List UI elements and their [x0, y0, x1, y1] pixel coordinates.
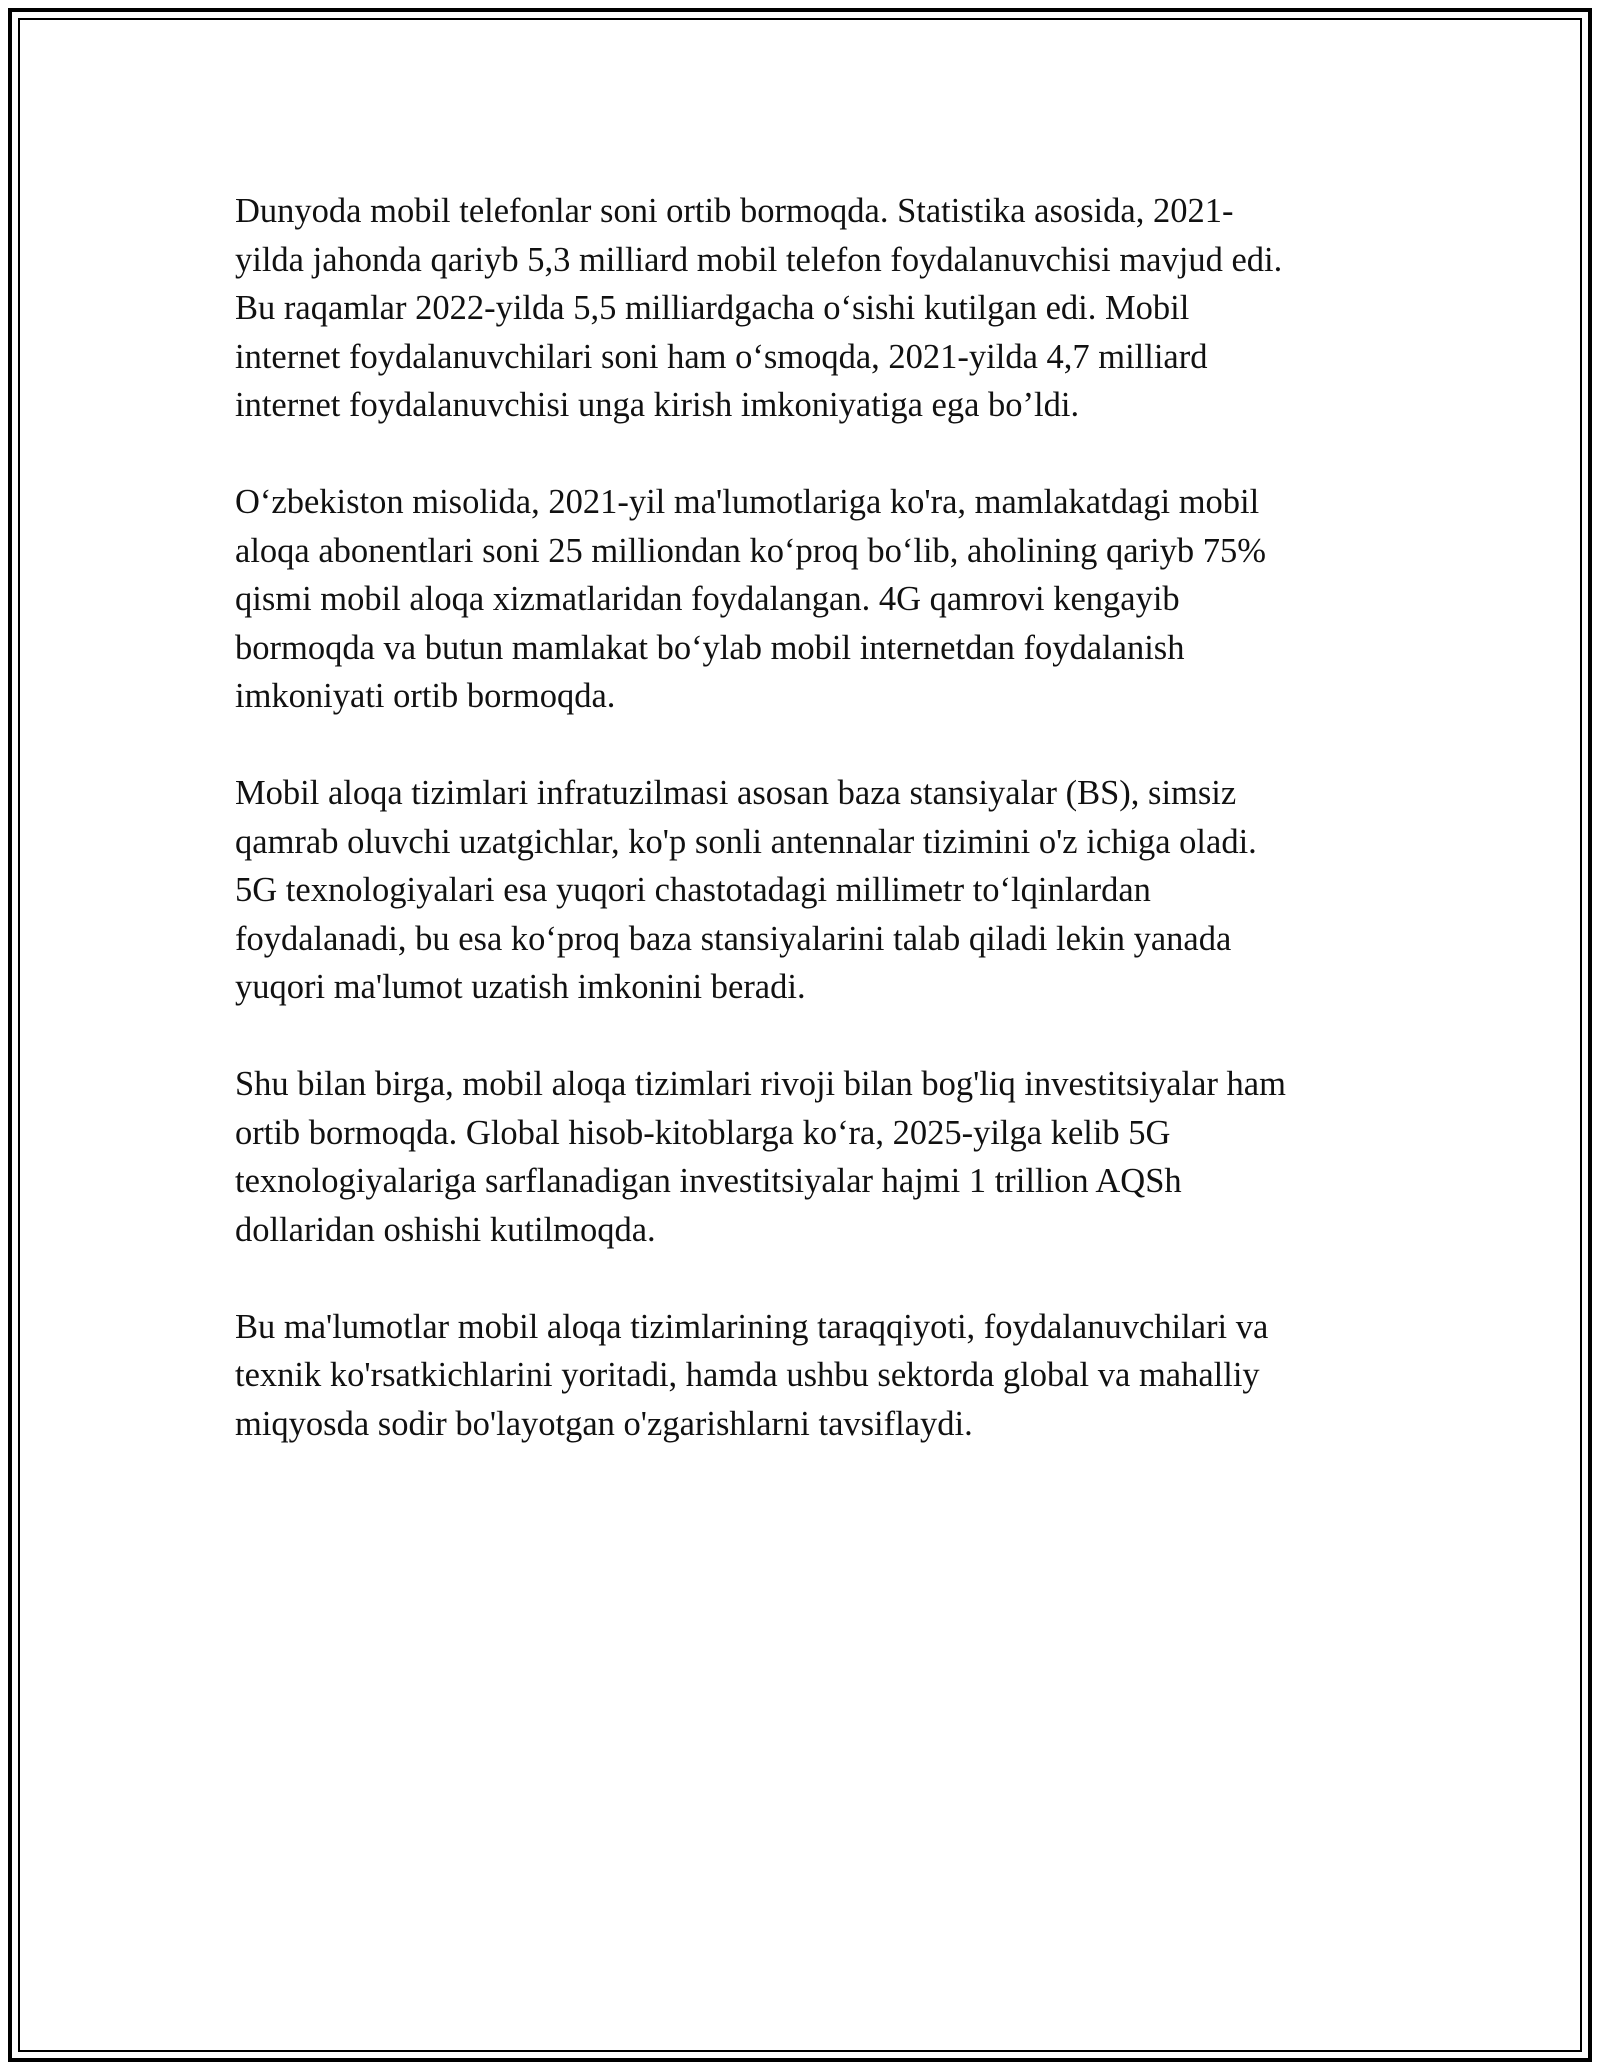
- text-line: imkoniyati ortib bormoqda.: [235, 677, 616, 715]
- text-line: aloqa abonentlari soni 25 milliondan ko‘proq bo‘lib, aholining qariyb 75%: [235, 531, 1266, 570]
- text-line: yilda jahonda qariyb 5,3 milliard mobil telefon foydalanuvchisi mavjud edi.: [235, 240, 1283, 279]
- paragraph-4: [235, 1060, 1365, 1254]
- text-line: ortib bormoqda. Global hisob-kitoblarga ko‘ra, 2025-yilga kelib 5G: [235, 1113, 1171, 1152]
- text-line: Bu raqamlar 2022-yilda 5,5 milliardgacha o‘sishi kutilgan edi. Mobil: [235, 289, 1190, 327]
- text-line: 5G texnologiyalari esa yuqori chastotadagi millimetr to‘lqinlardan: [235, 871, 1151, 909]
- document-body: [235, 187, 1365, 1497]
- text-line: foydalanadi, bu esa ko‘proq baza stansiyalarini talab qiladi lekin yanada: [235, 919, 1232, 958]
- text-line: dollaridan oshishi kutilmoqda.: [235, 1210, 656, 1249]
- text-line: texnologiyalariga sarflanadigan investitsiyalar hajmi 1 trillion AQSh: [235, 1162, 1182, 1200]
- text-line: O‘zbekiston misolida, 2021-yil ma'lumotlariga ko'ra, mamlakatdagi mobil: [235, 483, 1260, 521]
- text-line: Dunyoda mobil telefonlar soni ortib bormoqda. Statistika asosida, 2021-: [235, 192, 1234, 230]
- text-line: internet foydalanuvchilari soni ham o‘smoqda, 2021-yilda 4,7 milliard: [235, 337, 1208, 376]
- text-line: Shu bilan birga, mobil aloqa tizimlari rivoji bilan bog'liq investitsiyalar ham: [235, 1065, 1286, 1103]
- paragraph-5: [235, 1303, 1365, 1449]
- paragraph-1: [235, 187, 1365, 430]
- text-line: bormoqda va butun mamlakat bo‘ylab mobil internetdan foydalanish: [235, 628, 1185, 667]
- text-line: miqyosda sodir bo'layotgan o'zgarishlarni tavsiflaydi.: [235, 1404, 973, 1443]
- text-line: yuqori ma'lumot uzatish imkonini beradi.: [235, 968, 806, 1006]
- text-line: Bu ma'lumotlar mobil aloqa tizimlarining taraqqiyoti, foydalanuvchilari va: [235, 1307, 1269, 1346]
- text-line: qismi mobil aloqa xizmatlaridan foydalangan. 4G qamrovi kengayib: [235, 580, 1180, 618]
- text-line: Mobil aloqa tizimlari infratuzilmasi asosan baza stansiyalar (BS), simsiz: [235, 774, 1237, 812]
- text-line: qamrab oluvchi uzatgichlar, ko'p sonli antennalar tizimini o'z ichiga oladi.: [235, 822, 1257, 861]
- paragraph-2: [235, 478, 1365, 721]
- paragraph-3: [235, 769, 1365, 1012]
- text-line: internet foydalanuvchisi unga kirish imkoniyatiga ega bo’ldi.: [235, 386, 1080, 424]
- text-line: texnik ko'rsatkichlarini yoritadi, hamda ushbu sektorda global va mahalliy: [235, 1356, 1260, 1394]
